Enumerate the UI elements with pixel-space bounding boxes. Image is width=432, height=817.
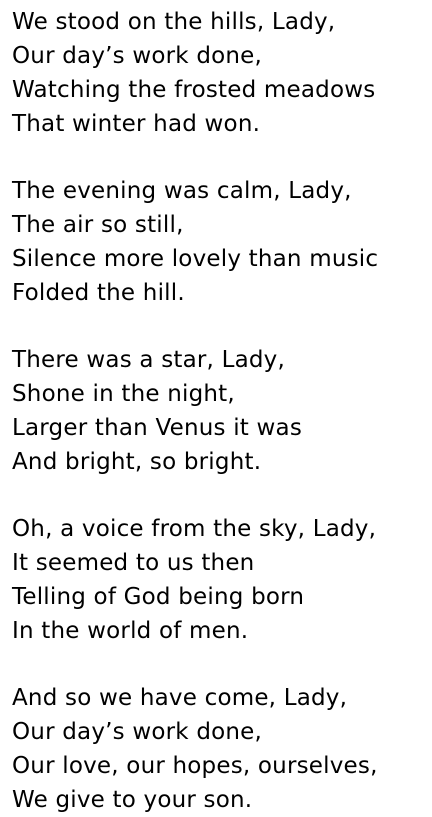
poem-line: In the world of men.: [12, 618, 249, 644]
poem-line: Watching the frosted meadows: [12, 77, 376, 103]
poem-line: Telling of God being born: [12, 584, 305, 610]
stanza-1: [12, 5, 430, 141]
poem-line: There was a star, Lady,: [12, 347, 285, 373]
stanza-2: [12, 174, 430, 310]
stanza-4: [12, 512, 430, 648]
poem-line: The air so still,: [12, 212, 184, 238]
poem-line: Our love, our hopes, ourselves,: [12, 753, 378, 779]
stanza-5: [12, 681, 430, 817]
poem-line: Our day’s work done,: [12, 719, 263, 745]
poem-line: Oh, a voice from the sky, Lady,: [12, 516, 377, 542]
poem-line: That winter had won.: [12, 111, 261, 137]
poem-line: Shone in the night,: [12, 381, 235, 407]
poem-line: We stood on the hills, Lady,: [12, 9, 336, 35]
poem-line: Folded the hill.: [12, 280, 185, 306]
poem-line: Silence more lovely than music: [12, 246, 379, 272]
poem-line: We give to your son.: [12, 787, 253, 813]
poem-line: The evening was calm, Lady,: [12, 178, 352, 204]
poem-line: And bright, so bright.: [12, 449, 262, 475]
poem-line: Our day’s work done,: [12, 43, 263, 69]
poem-line: Larger than Venus it was: [12, 415, 303, 441]
stanza-3: [12, 343, 430, 479]
poem-text: [12, 5, 430, 817]
poem-line: It seemed to us then: [12, 550, 255, 576]
poem-line: And so we have come, Lady,: [12, 685, 348, 711]
